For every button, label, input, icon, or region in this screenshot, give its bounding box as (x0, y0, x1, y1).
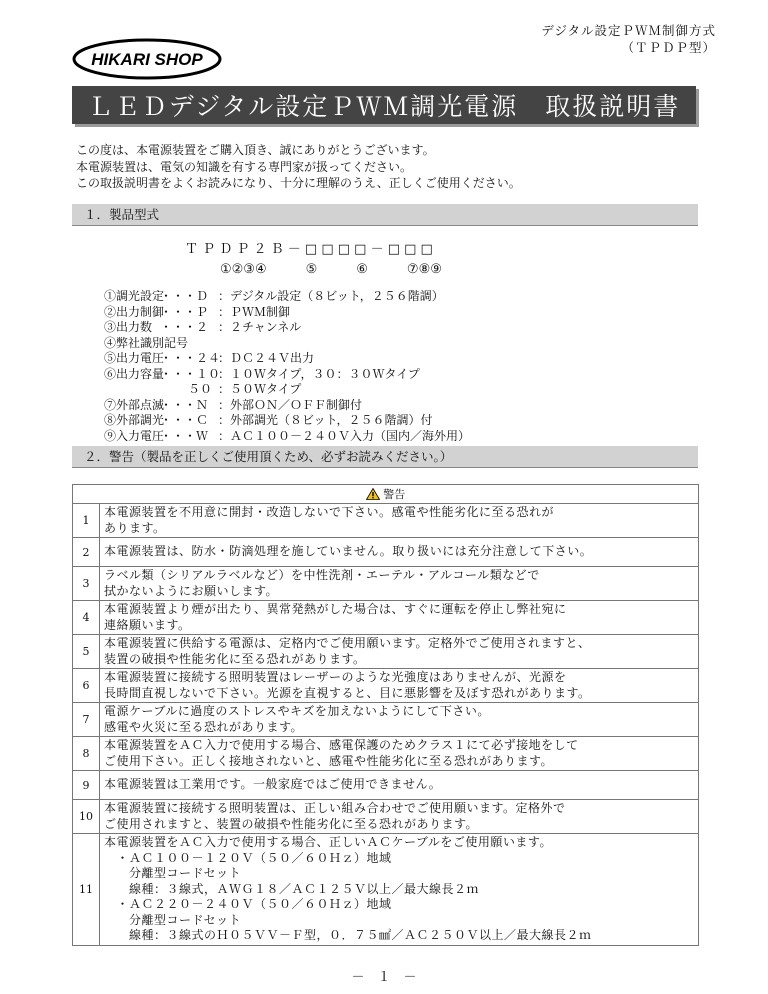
warning-text (100, 567, 699, 601)
warning-text-line: あります。 (104, 520, 166, 535)
spec-name: ④弊社識別記号 (104, 335, 189, 350)
section-heading-model: １．製品型式 (72, 204, 698, 226)
spec-code: ・・・Ｄ (160, 289, 209, 303)
warning-number: 4 (73, 601, 100, 635)
spec-name: ⑨入力電圧 (104, 428, 165, 443)
spec-name (104, 382, 160, 398)
warning-text (100, 703, 699, 737)
spec-row (104, 413, 470, 429)
spec-code: ・・・Ｎ (160, 397, 209, 412)
warning-text-line: 本電源装置より煙が出たり、異常発熱がした場合は、すぐに運転を停止し弊社宛に (104, 602, 567, 616)
page-number: － １ － (351, 970, 417, 985)
warning-text-line: ご使用されますと、装置の破損や性能劣化に至る恐れがあります。 (104, 816, 479, 831)
spec-row (104, 305, 470, 321)
spec-code (188, 336, 246, 352)
warning-text (100, 771, 699, 800)
warning-row (73, 538, 699, 567)
spec-row (104, 367, 470, 383)
warning-text-line: 本電源装置に接続する照明装置は、正しい組み合わせでご使用願います。定格外で (104, 801, 566, 815)
spec-description: ：５０Ｗタイプ (218, 382, 302, 396)
spec-name: ⑧外部調光 (104, 413, 165, 427)
spec-code: ・・・２４ (160, 351, 221, 365)
spec-code: ・・・Ｐ (160, 304, 209, 319)
intro-text (76, 142, 521, 192)
warning-number: 8 (73, 737, 100, 771)
spec-row (104, 336, 470, 352)
spec-code: ５０ (187, 382, 212, 396)
spec-code: ・・・２ (160, 320, 209, 334)
warning-table (72, 484, 699, 946)
spec-name: ⑦外部点滅 (104, 397, 165, 412)
document-type-line1: デジタル設定ＰＷＭ制御方式 (541, 23, 716, 38)
spec-description: ：デジタル設定（８ビット，２５６階調） (218, 289, 444, 303)
warning-text (100, 800, 699, 834)
spec-row (104, 351, 470, 367)
warning-text-line: 線種：３線式，ＡＷＧ１８／ＡＣ１２５Ｖ以上／最大線長２ｍ (104, 881, 480, 896)
warning-row (73, 504, 699, 538)
warning-number: 11 (73, 834, 100, 946)
warning-row (73, 703, 699, 737)
warning-text-line: 本電源装置に供給する電源は、定格内でご使用願います。定格外でご使用されますと、 (104, 636, 591, 650)
intro-line: 本電源装置は、電気の知識を有する専門家が扱ってください。 (76, 159, 413, 174)
warning-text (100, 504, 699, 538)
spec-name: ①調光設定 (104, 289, 165, 303)
warning-text-line: ・ＡＣ１００－１２０Ｖ（５０／６０Ｈｚ）地域 (104, 850, 392, 865)
spec-name: ⑥出力容量 (104, 366, 165, 381)
warning-row (73, 567, 699, 601)
warning-row (73, 834, 699, 946)
spec-description: ：ＡＣ１００－２４０Ｖ入力（国内／海外用） (218, 428, 471, 443)
warning-row (73, 601, 699, 635)
spec-name: ③出力数 (104, 320, 153, 334)
warning-text-line: 本電源装置は、防水・防滴処理を施していません。取り扱いには充分注意して下さい。 (104, 544, 593, 559)
warning-number: 6 (73, 669, 100, 703)
warning-text-line: ラベル類（シリアルラベルなど）を中性洗剤・エーテル・アルコール類などで (104, 568, 540, 582)
spec-code: ・・・Ｗ (160, 428, 209, 443)
spec-row (104, 320, 470, 336)
spec-description: ：外部調光（８ビット，２５６階調）付 (218, 413, 433, 427)
document-type (541, 22, 716, 56)
intro-line: この取扱説明書をよくお読みになり、十分に理解のうえ、正しくご使用ください。 (76, 176, 521, 190)
warning-number: 1 (73, 504, 100, 538)
warning-text-line: 電源ケーブルに過度のストレスやキズを加えないようにして下さい。 (104, 704, 490, 718)
warning-label: 警告 (383, 488, 406, 501)
warning-text-line: 本電源装置を不用意に開封・改造しないで下さい。感電や性能劣化に至る恐れが (104, 505, 555, 519)
logo-text: HIKARI SHOP (91, 50, 203, 69)
warning-text (100, 601, 699, 635)
warning-row (73, 669, 699, 703)
warning-text-line: 拭かないようにお願いします。 (104, 583, 279, 598)
warning-text-line: 分離型コードセット (104, 912, 242, 927)
document-type-line2: （ＴＰＤＰ型） (621, 40, 716, 55)
warning-text-line: 装置の破損や性能劣化に至る恐れがあります。 (104, 651, 366, 666)
warning-text-line: 長時間直視しないで下さい。光源を直視すると、目に悪影響を及ぼす恐れがあります。 (104, 685, 591, 700)
warning-number: 3 (73, 567, 100, 601)
spec-name: ⑤出力電圧 (104, 351, 165, 365)
warning-row (73, 635, 699, 669)
warning-text (100, 538, 699, 567)
spec-description: ：ＰＷＭ制御 (218, 304, 291, 319)
hikari-shop-logo (72, 38, 222, 80)
warning-text-line: 本電源装置に接続する照明装置はレーザーのような光強度はありませんが、光源を (104, 670, 567, 684)
warning-text-line: 分離型コードセット (104, 866, 242, 880)
spec-description: ：外部ＯＮ／ＯＦＦ制御付 (218, 397, 363, 412)
spec-row (104, 429, 470, 445)
warning-text-line: 本電源装置は工業用です。一般家庭ではご使用できません。 (104, 777, 442, 792)
spec-row (104, 382, 470, 398)
warning-text-line: 線種：３線式のＨ０５ＶＶ－Ｆ型，０．７５㎟／ＡＣ２５０Ｖ以上／最大線長２ｍ (104, 928, 592, 942)
warning-row (73, 800, 699, 834)
spec-description: ：２チャンネル (218, 320, 302, 334)
spec-description: ：１０Ｗタイプ，３０：３０Ｗタイプ (218, 366, 420, 381)
warning-text-line: 感電や火災に至る恐れがあります。 (104, 719, 304, 734)
warning-row (73, 771, 699, 800)
warning-text (100, 635, 699, 669)
spec-code: ・・・１０ (160, 366, 221, 381)
warning-row (73, 737, 699, 771)
warning-text (100, 834, 699, 946)
warning-triangle-icon (366, 488, 380, 500)
warning-number: 7 (73, 703, 100, 737)
model-code-numbers: ①②③④ ⑤ ⑥ ⑦⑧⑨ (220, 262, 442, 277)
spec-name: ②出力制御 (104, 304, 165, 319)
spec-row (104, 398, 470, 414)
warning-text-line: 連絡願います。 (104, 617, 191, 632)
warning-text-line: 本電源装置をＡＣ入力で使用する場合、正しいＡＣケーブルをご使用願います。 (104, 835, 552, 849)
section-heading-warning: ２．警告（製品を正しくご使用頂くため、必ずお読みください。） (72, 446, 698, 468)
document-title: ＬＥＤデジタル設定ＰＷＭ調光電源 取扱説明書 (72, 86, 696, 124)
intro-line: この度は、本電源装置をご購入頂き、誠にありがとうございます。 (76, 143, 435, 157)
warning-text (100, 737, 699, 771)
spec-code: ・・・Ｃ (160, 413, 209, 427)
warning-number: 10 (73, 800, 100, 834)
warning-number: 5 (73, 635, 100, 669)
warning-text (100, 669, 699, 703)
warning-number: 2 (73, 538, 100, 567)
model-code: Ｔ Ｐ Ｄ Ｐ ２ Ｂ － □ □ □ □ － □ □ □ (185, 242, 433, 257)
spec-list (104, 289, 470, 444)
spec-row (104, 289, 470, 305)
spec-description: ：ＤＣ２４Ｖ出力 (218, 351, 315, 365)
warning-text-line: ご使用下さい。正しく接地されないと、感電や性能劣化に至る恐れがあります。 (104, 753, 554, 768)
warning-header (73, 485, 699, 504)
warning-text-line: 本電源装置をＡＣ入力で使用する場合、感電保護のためクラス１にて必ず接地をして (104, 738, 579, 752)
warning-text-line: ・ＡＣ２２０－２４０Ｖ（５０／６０Ｈｚ）地域 (104, 897, 392, 911)
warning-number: 9 (73, 771, 100, 800)
